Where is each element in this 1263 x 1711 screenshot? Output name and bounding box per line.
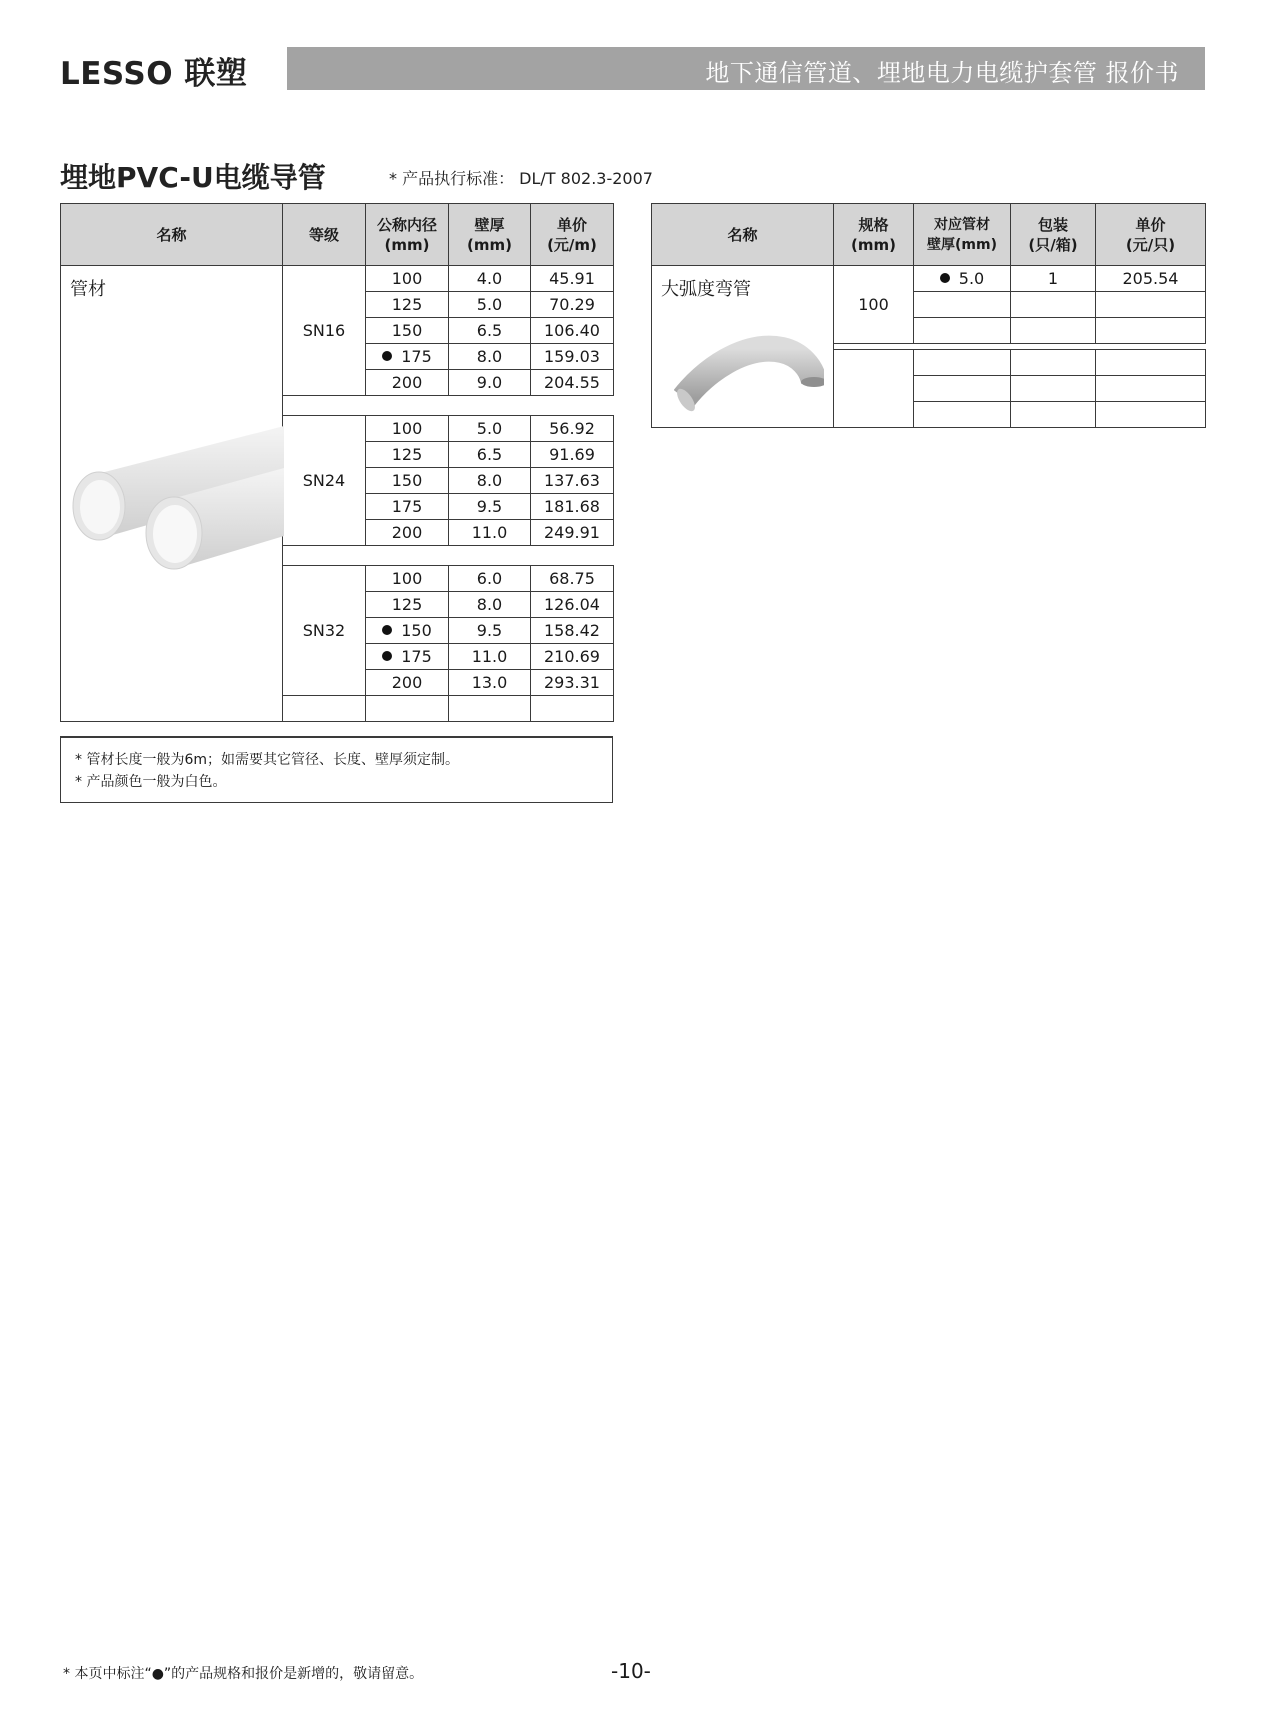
col-header-spec: 规格 (mm) bbox=[834, 204, 914, 266]
table-row bbox=[61, 266, 614, 292]
col-header-name: 名称 bbox=[652, 204, 834, 266]
price-cell: 181.68 bbox=[531, 494, 614, 520]
col-header-grade: 等级 bbox=[283, 204, 366, 266]
new-marker-icon bbox=[940, 273, 950, 283]
col-header-wall: 壁厚 (mm) bbox=[449, 204, 531, 266]
dn-cell: 175 bbox=[366, 644, 449, 670]
wall-cell: 5.0 bbox=[914, 266, 1011, 292]
dn-cell: 125 bbox=[366, 442, 449, 468]
price-cell: 159.03 bbox=[531, 344, 614, 370]
price-cell: 126.04 bbox=[531, 592, 614, 618]
page-title: 埋地PVC-U电缆导管 bbox=[60, 161, 326, 194]
new-marker-icon bbox=[382, 625, 392, 635]
price-cell: 91.69 bbox=[531, 442, 614, 468]
wall-cell: 6.5 bbox=[449, 442, 531, 468]
wall-cell: 6.0 bbox=[449, 566, 531, 592]
wall-cell: 5.0 bbox=[449, 416, 531, 442]
bend-pipe-image bbox=[674, 320, 824, 420]
dn-cell: 175 bbox=[366, 344, 449, 370]
wall-cell: 9.0 bbox=[449, 370, 531, 396]
table-header-row bbox=[652, 204, 1206, 266]
page-number: -10- bbox=[611, 1659, 651, 1683]
new-marker-icon bbox=[382, 651, 392, 661]
col-header-price: 单价 (元/m) bbox=[531, 204, 614, 266]
dn-cell: 200 bbox=[366, 520, 449, 546]
dn-cell: 150 bbox=[366, 618, 449, 644]
price-cell: 137.63 bbox=[531, 468, 614, 494]
dn-cell: 150 bbox=[366, 318, 449, 344]
wall-cell: 5.0 bbox=[449, 292, 531, 318]
dn-cell: 200 bbox=[366, 670, 449, 696]
bend-price-table bbox=[651, 203, 1206, 428]
grade-cell: SN16 bbox=[283, 266, 366, 396]
spec-cell: 100 bbox=[834, 266, 914, 344]
wall-cell: 13.0 bbox=[449, 670, 531, 696]
price-cell: 158.42 bbox=[531, 618, 614, 644]
product-name: 大弧度弯管 bbox=[661, 279, 751, 300]
section-title: 地下通信管道、埋地电力电缆护套管 报价书 bbox=[705, 59, 1179, 87]
wall-cell: 8.0 bbox=[449, 344, 531, 370]
new-marker-icon bbox=[382, 351, 392, 361]
dn-cell: 200 bbox=[366, 370, 449, 396]
grade-cell: SN24 bbox=[283, 416, 366, 546]
product-name: 管材 bbox=[70, 279, 106, 300]
dn-cell: 100 bbox=[366, 266, 449, 292]
standard-note: * 产品执行标准： DL/T 802.3-2007 bbox=[389, 169, 653, 188]
col-header-wall: 对应管材 壁厚(mm) bbox=[914, 204, 1011, 266]
price-cell: 204.55 bbox=[531, 370, 614, 396]
wall-cell: 11.0 bbox=[449, 644, 531, 670]
pvc-pipe-image bbox=[69, 416, 284, 591]
col-header-pack: 包装 (只/箱) bbox=[1011, 204, 1096, 266]
price-cell: 45.91 bbox=[531, 266, 614, 292]
product-name-cell bbox=[652, 266, 834, 428]
price-cell: 68.75 bbox=[531, 566, 614, 592]
footer-note: * 本页中标注“●”的产品规格和报价是新增的，敬请留意。 bbox=[63, 1666, 424, 1682]
col-header-price: 单价 (元/只) bbox=[1096, 204, 1206, 266]
price-cell: 210.69 bbox=[531, 644, 614, 670]
wall-cell: 9.5 bbox=[449, 618, 531, 644]
price-cell: 106.40 bbox=[531, 318, 614, 344]
col-header-dn: 公称内径 (mm) bbox=[366, 204, 449, 266]
dn-cell: 100 bbox=[366, 566, 449, 592]
note-line: * 管材长度一般为6m；如需要其它管径、长度、壁厚须定制。 bbox=[75, 752, 459, 768]
dn-cell: 100 bbox=[366, 416, 449, 442]
price-cell: 249.91 bbox=[531, 520, 614, 546]
note-line: * 产品颜色一般为白色。 bbox=[75, 774, 227, 790]
dn-cell: 125 bbox=[366, 592, 449, 618]
price-cell: 70.29 bbox=[531, 292, 614, 318]
dn-cell: 125 bbox=[366, 292, 449, 318]
col-header-name: 名称 bbox=[61, 204, 283, 266]
wall-cell: 11.0 bbox=[449, 520, 531, 546]
product-name-cell bbox=[61, 266, 283, 722]
price-cell: 205.54 bbox=[1096, 266, 1206, 292]
pipe-price-table bbox=[60, 203, 614, 722]
wall-cell: 9.5 bbox=[449, 494, 531, 520]
pack-cell: 1 bbox=[1011, 266, 1096, 292]
section-banner bbox=[287, 47, 1205, 90]
wall-cell: 8.0 bbox=[449, 468, 531, 494]
wall-cell: 8.0 bbox=[449, 592, 531, 618]
dn-cell: 175 bbox=[366, 494, 449, 520]
table-header-row bbox=[61, 204, 614, 266]
wall-cell: 4.0 bbox=[449, 266, 531, 292]
price-cell: 56.92 bbox=[531, 416, 614, 442]
price-cell: 293.31 bbox=[531, 670, 614, 696]
grade-cell: SN32 bbox=[283, 566, 366, 696]
pipe-notes bbox=[60, 736, 613, 803]
wall-cell: 6.5 bbox=[449, 318, 531, 344]
brand-logo: LESSO 联塑 bbox=[60, 56, 248, 92]
table-row bbox=[652, 266, 1206, 292]
dn-cell: 150 bbox=[366, 468, 449, 494]
